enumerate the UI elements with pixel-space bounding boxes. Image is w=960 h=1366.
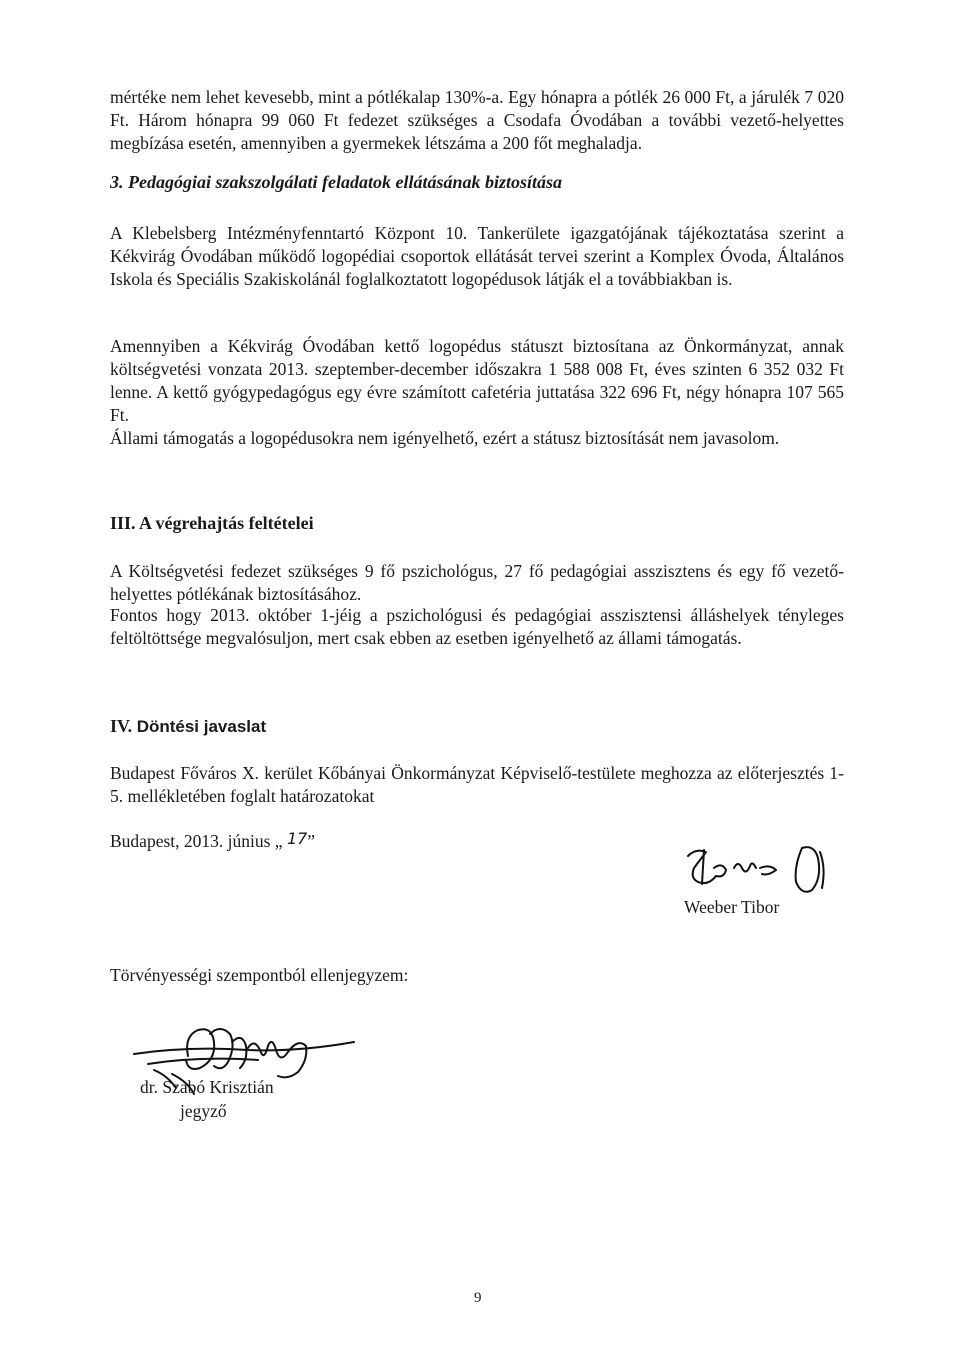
section-iii-heading (110, 513, 314, 534)
section-iii-paragraph-2 (110, 604, 844, 650)
section-3-paragraph-2 (110, 335, 844, 427)
section-3-paragraph-3 (110, 427, 844, 450)
signer-2-role: jegyző (180, 1101, 227, 1121)
section-iv-p1-text: Budapest Főváros X. kerület Kőbányai Önkormányzat Képviselő-testülete meghozza az előterjesztés 1-5. mellékletében foglalt határozatokat (110, 763, 844, 806)
section-3-p2-text: Amennyiben a Kékvirág Óvodában kettő logopédus státuszt biztosítana az Önkormányzat, annak költségvetési vonzata 2013. szeptember-december időszakra 1 588 008 Ft, éves szinten 6 352 032 Ft lenne. A kettő gyógypedagógus egy évre számított cafetéria juttatása 322 696 Ft, négy hónapra 107 565 Ft. (110, 336, 844, 425)
page-number: 9 (474, 1290, 482, 1306)
section-iii-p2-text: Fontos hogy 2013. október 1-jéig a pszichológusi és pedagógiai asszisztensi álláshelyek tényleges feltöltöttsége megvalósuljon, mert csak ebben az esetben igényelhető az állami támogatás. (110, 605, 844, 648)
date-text: Budapest, 2013. június „ (110, 831, 283, 851)
signature-weeber-tibor (676, 838, 846, 896)
section-3-p3-text: Állami támogatás a logopédusokra nem igényelhető, ezért a státusz biztosítását nem javasolom. (110, 428, 780, 448)
section-3-heading: 3. Pedagógiai szakszolgálati feladatok ellátásának biztosítása (110, 172, 563, 192)
intro-text: mértéke nem lehet kevesebb, mint a pótlékalap 130%-a. Egy hónapra a pótlék 26 000 Ft, a járulék 7 020 Ft. Három hónapra 99 060 Ft fedezet szükséges a Csodafa Óvodában a további vezető-helyettes megbízása esetén, amennyiben a gyermekek létszáma a 200 főt meghaladja. (110, 87, 844, 153)
signer-2-name: dr. Szabó Krisztián (140, 1077, 274, 1097)
intro-paragraph (110, 86, 844, 155)
section-iv-paragraph (110, 762, 844, 808)
section-iv-title: Döntési javaslat (136, 717, 267, 736)
section-iii-paragraph-1 (110, 560, 844, 606)
section-iv-heading (110, 716, 266, 737)
section-iii-numeral: III. (110, 513, 136, 533)
signer-1-name: Weeber Tibor (684, 897, 780, 917)
handwritten-day: 17 (286, 829, 308, 848)
section-3-p1-text: A Klebelsberg Intézményfenntartó Központ 10. Tankerülete igazgatójának tájékoztatása szerint a Kékvirág Óvodában működő logopédiai csoportok ellátását tervei szerint a Komplex Óvoda, Általános Iskola és Speciális Szakiskolánál foglalkoztatott logopédusok látják el a továbbiakban is. (110, 223, 844, 289)
legal-countersign-label: Törvényességi szempontból ellenjegyzem: (110, 965, 409, 985)
date-close-quote: ” (307, 831, 316, 851)
section-3-paragraph-1 (110, 222, 844, 291)
date-line (110, 830, 315, 853)
section-iii-title: A végrehajtás feltételei (139, 513, 314, 533)
section-iv-numeral: IV. (110, 716, 133, 736)
section-iii-p1-text: A Költségvetési fedezet szükséges 9 fő pszichológus, 27 fő pedagógiai asszisztens és egy fő vezető-helyettes pótlékának biztosításához. (110, 561, 844, 604)
